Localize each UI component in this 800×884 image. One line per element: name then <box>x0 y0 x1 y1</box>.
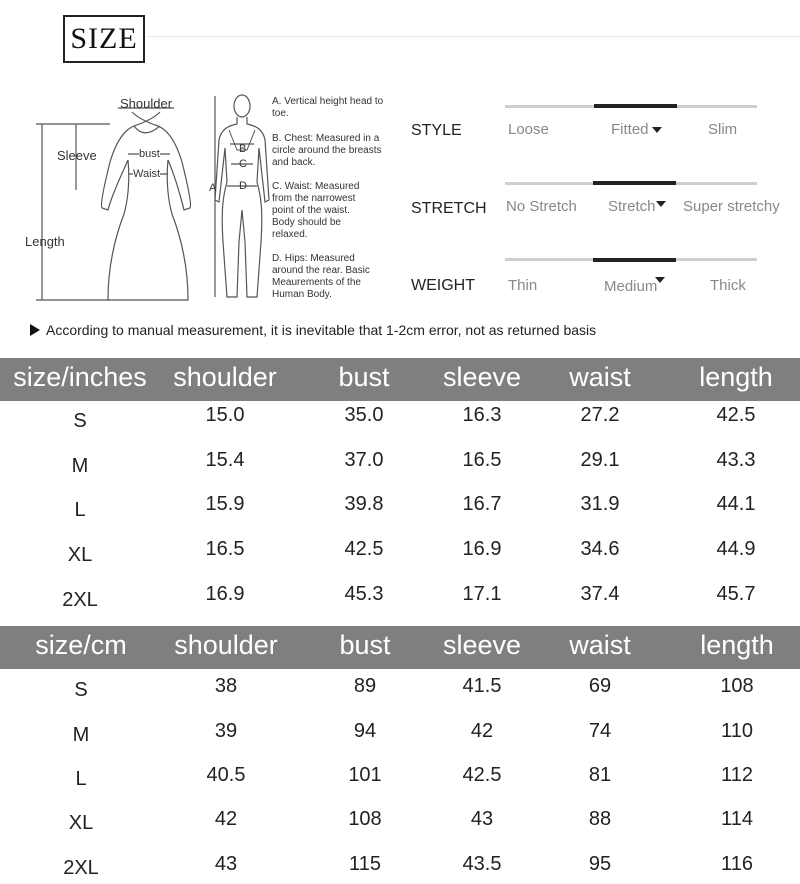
bust-label: bust <box>139 148 160 160</box>
table-row <box>0 583 800 613</box>
waist-cell: 74 <box>588 720 612 742</box>
bust-cell: 45.3 <box>344 583 384 605</box>
shoulder-cell: 16.5 <box>205 538 245 560</box>
header-size-inches: size/inches <box>13 362 147 392</box>
body-figure <box>205 92 275 304</box>
bust-cell: 94 <box>353 720 377 742</box>
caret-down-icon <box>652 127 662 133</box>
size-cell: 2XL <box>62 589 98 611</box>
bust-cell: 42.5 <box>344 538 384 560</box>
triangle-right-icon <box>30 324 40 336</box>
table-row <box>0 538 800 568</box>
weight-option-thick: Thick <box>710 277 746 294</box>
caret-down-icon <box>656 201 666 207</box>
sleeve-cell: 16.3 <box>462 404 502 426</box>
header-length: length <box>700 630 774 660</box>
inches-table-header <box>0 358 800 401</box>
bust-cell: 35.0 <box>344 404 384 426</box>
waist-cell: 27.2 <box>580 404 620 426</box>
shoulder-cell: 42 <box>214 808 238 830</box>
bust-cell: 101 <box>348 764 382 786</box>
table-row <box>0 449 800 479</box>
bust-cell: 37.0 <box>344 449 384 471</box>
length-cell: 44.1 <box>716 493 756 515</box>
sleeve-cell: 42 <box>470 720 494 742</box>
disclaimer-text: According to manual measurement, it is inevitable that 1-2cm error, not as returned basis <box>46 322 597 338</box>
length-label: Length <box>25 234 65 249</box>
letter-b: B <box>239 143 247 155</box>
size-cell: 2XL <box>63 857 99 879</box>
length-cell: 45.7 <box>716 583 756 605</box>
waist-cell: 34.6 <box>580 538 620 560</box>
table-row <box>0 493 800 523</box>
shoulder-cell: 43 <box>214 853 238 875</box>
shoulder-cell: 15.0 <box>205 404 245 426</box>
note-a: A. Vertical height head to toe. <box>272 96 384 119</box>
sleeve-cell: 16.9 <box>462 538 502 560</box>
size-cell: L <box>75 768 87 790</box>
header-shoulder: shoulder <box>174 630 278 660</box>
length-cell: 43.3 <box>716 449 756 471</box>
letter-d: D <box>239 180 247 192</box>
length-cell: 114 <box>721 808 753 830</box>
bust-cell: 39.8 <box>344 493 384 515</box>
table-row <box>0 720 800 750</box>
sleeve-cell: 41.5 <box>462 675 502 697</box>
stretch-option-super-stretchy: Super stretchy <box>683 198 780 215</box>
size-cell: XL <box>68 812 94 834</box>
header-sleeve: sleeve <box>442 630 522 660</box>
page-title: SIZE <box>63 15 145 63</box>
stretch-option-stretch <box>608 198 666 215</box>
shoulder-cell: 16.9 <box>205 583 245 605</box>
shoulder-cell: 39 <box>214 720 238 742</box>
shoulder-cell: 38 <box>214 675 238 697</box>
weight-option-medium-text: Medium <box>604 278 658 295</box>
header-waist: waist <box>569 362 631 392</box>
header-length: length <box>699 362 773 392</box>
size-cell: XL <box>67 544 93 566</box>
waist-label: Waist <box>133 168 161 180</box>
note-d: D. Hips: Measured around the rear. Basic Meaurements of the Human Body. <box>272 253 370 300</box>
size-cell: M <box>72 724 90 746</box>
weight-option-thin: Thin <box>508 277 538 294</box>
weight-label: WEIGHT <box>411 277 475 294</box>
table-row <box>0 675 800 705</box>
shoulder-cell: 15.4 <box>205 449 245 471</box>
table-row <box>0 404 800 434</box>
style-option-loose: Loose <box>508 121 549 138</box>
sleeve-cell: 17.1 <box>462 583 502 605</box>
length-cell: 112 <box>721 764 753 786</box>
length-cell: 108 <box>720 675 754 697</box>
sleeve-label: Sleeve <box>57 148 97 163</box>
bust-cell: 115 <box>349 853 381 875</box>
bust-cell: 108 <box>348 808 382 830</box>
waist-cell: 37.4 <box>580 583 620 605</box>
header-waist: waist <box>569 630 631 660</box>
table-row <box>0 853 800 883</box>
style-option-slim: Slim <box>708 121 738 138</box>
length-cell: 42.5 <box>716 404 756 426</box>
shoulder-cell: 40.5 <box>206 764 246 786</box>
style-option-fitted <box>611 121 662 138</box>
stretch-option-stretch-text: Stretch <box>608 198 656 215</box>
sleeve-cell: 16.7 <box>462 493 502 515</box>
letter-a: A <box>209 182 217 194</box>
dress-diagram <box>20 90 220 305</box>
note-c: C. Waist: Measured from the narrowest point of the waist. Body should be relaxed. <box>272 181 360 240</box>
bust-cell: 89 <box>353 675 377 697</box>
table-row <box>0 808 800 838</box>
inches-table-body <box>0 400 800 625</box>
waist-cell: 29.1 <box>580 449 620 471</box>
style-option-fitted-text: Fitted <box>611 121 649 138</box>
header-shoulder: shoulder <box>173 362 277 392</box>
letter-c: C <box>239 158 247 170</box>
waist-cell: 95 <box>588 853 612 875</box>
caret-down-icon <box>655 277 665 283</box>
length-cell: 116 <box>721 853 753 875</box>
note-b: B. Chest: Measured in a circle around the breasts and back. <box>272 133 382 168</box>
style-selected-segment <box>594 104 677 108</box>
header-bust: bust <box>339 630 391 660</box>
weight-selected-segment <box>593 258 676 262</box>
waist-cell: 31.9 <box>580 493 620 515</box>
sleeve-cell: 42.5 <box>462 764 502 786</box>
cm-table-header <box>0 626 800 669</box>
size-cell: S <box>74 679 88 701</box>
stretch-label: STRETCH <box>411 200 487 217</box>
header-sleeve: sleeve <box>442 362 522 392</box>
waist-cell: 81 <box>588 764 612 786</box>
stretch-selected-segment <box>593 181 676 185</box>
cm-table-body <box>0 669 800 884</box>
stretch-option-no-stretch: No Stretch <box>506 198 577 215</box>
header-bust: bust <box>338 362 390 392</box>
size-cell: M <box>71 455 89 477</box>
weight-option-medium <box>604 277 665 295</box>
length-cell: 110 <box>721 720 753 742</box>
size-cell: S <box>73 410 87 432</box>
disclaimer <box>30 322 596 338</box>
sleeve-cell: 43 <box>470 808 494 830</box>
waist-cell: 88 <box>588 808 612 830</box>
shoulder-cell: 15.9 <box>205 493 245 515</box>
header-size-cm: size/cm <box>35 630 127 660</box>
waist-cell: 69 <box>588 675 612 697</box>
sleeve-cell: 43.5 <box>462 853 502 875</box>
style-label: STYLE <box>411 122 462 139</box>
sleeve-cell: 16.5 <box>462 449 502 471</box>
length-cell: 44.9 <box>716 538 756 560</box>
table-row <box>0 764 800 794</box>
title-divider <box>148 36 800 37</box>
size-cell: L <box>74 499 86 521</box>
shoulder-label: Shoulder <box>120 96 173 111</box>
